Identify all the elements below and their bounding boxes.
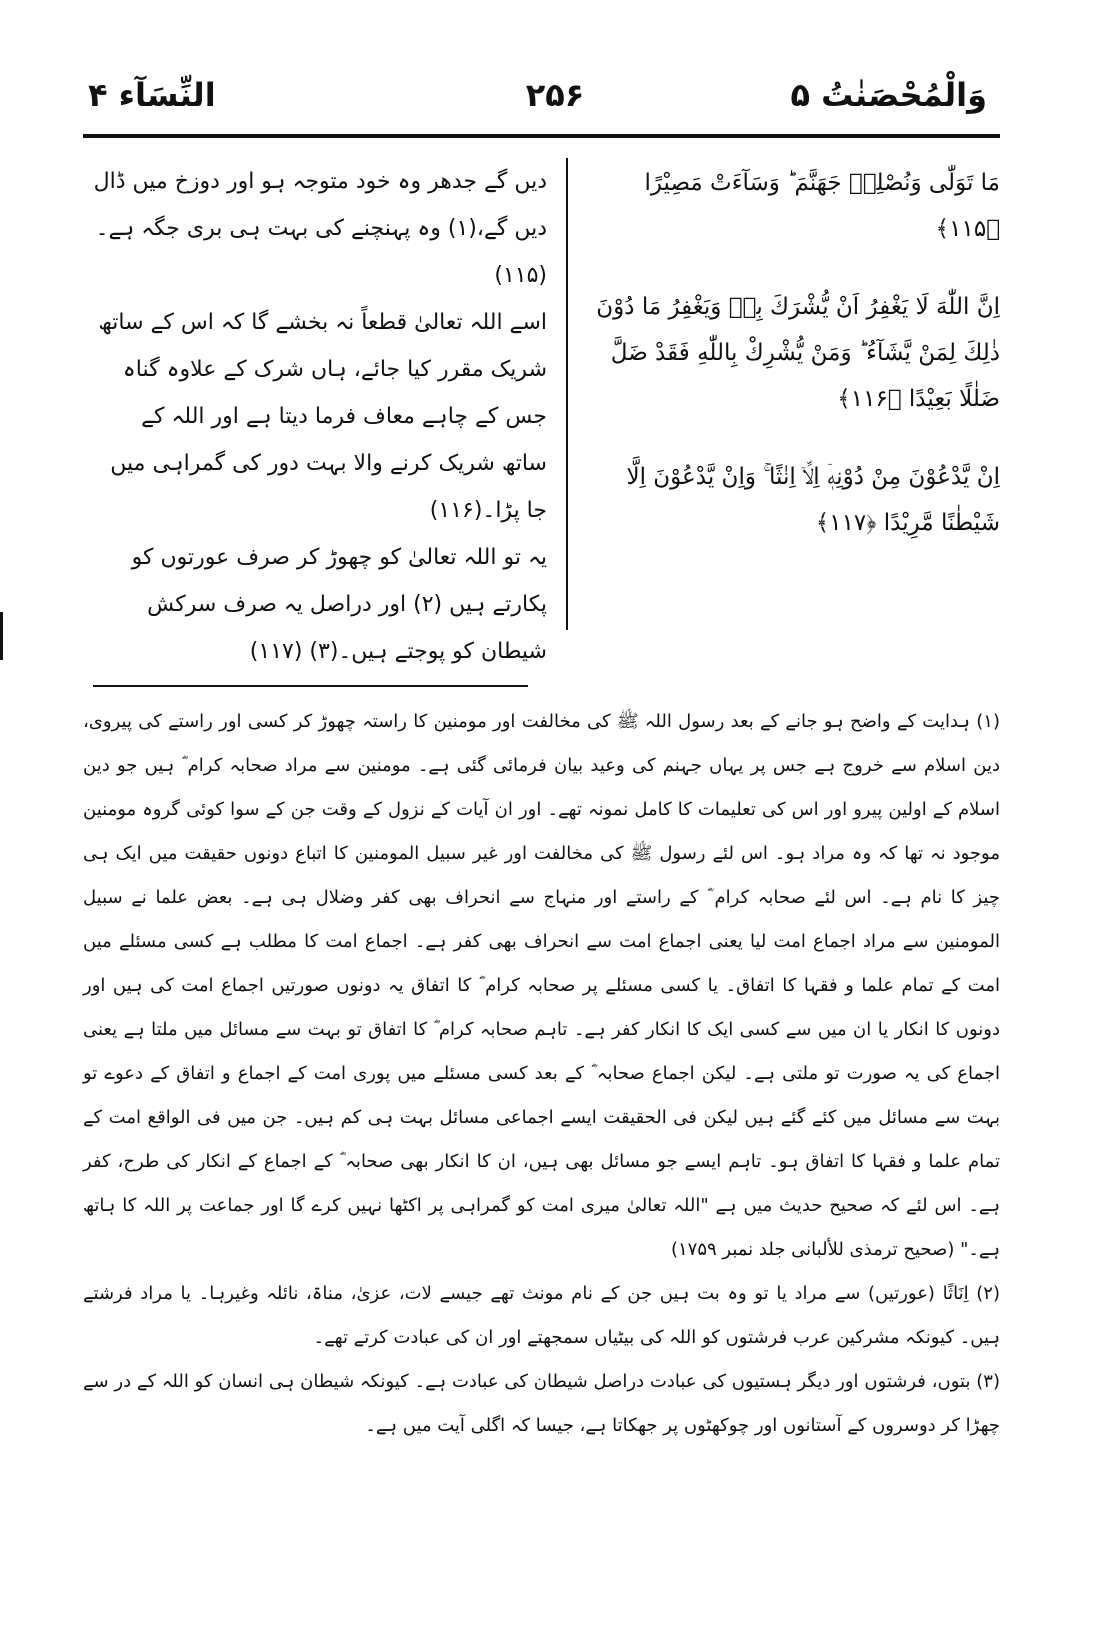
urdu-translation-column: [90, 158, 547, 675]
footnotes: [83, 700, 1000, 1448]
translation-116: اسے اللہ تعالیٰ قطعاً نہ بخشے گا کہ اس کے ساتھ شریک مقرر کیا جائے، ہاں شرک کے علاوہ گناہ جس کے چاہے معاف فرما دیتا ہے اور اللہ کے ساتھ شریک کرنے والا بہت دور کی گمراہی میں جا پڑا۔(۱۱۶): [98, 310, 547, 523]
surah-title: النِّسَآء ۴: [88, 76, 216, 114]
translation-115: دیں گے جدھر وہ خود متوجہ ہو اور دوزخ میں ڈال دیں گے،(۱) وہ پہنچنے کی بہت ہی بری جگہ ہے۔(۱۱۵): [93, 169, 547, 288]
ayah-117: اِنْ يَّدْعُوْنَ مِنْ دُوْنِهٖۤ اِلَّاۤ اِنٰثًا ۚ وَاِنْ يَّدْعُوْنَ اِلَّا شَيْطٰنًا مَّرِيْدًا ﴿۱۱۷﴾: [626, 464, 1000, 536]
ayah-115: مَا تَوَلّٰی وَنُصْلِهٖ جَهَنَّمَ ؕ وَسَآءَتْ مَصِيْرًا ﴿۱۱۵﴾: [644, 170, 1000, 242]
page-header: [0, 72, 1095, 128]
header-rule: [83, 134, 1000, 138]
juz-title: وَالْمُحْصَنٰتُ ۵: [790, 76, 987, 114]
footnote-rule: [93, 685, 528, 687]
page-number: ۲۵۶: [525, 76, 585, 114]
translation-117: یہ تو اللہ تعالیٰ کو چھوڑ کر صرف عورتوں کو پکارتے ہیں (۲) اور دراصل یہ صرف سرکش شیطان کو پوجتے ہیں۔(۳) (۱۱۷): [131, 545, 547, 664]
column-divider: [566, 158, 568, 630]
footnote-1: (۱) ہدایت کے واضح ہو جانے کے بعد رسول اللہ ﷺ کی مخالفت اور مومنین کا راستہ چھوڑ کر کسی اور راستے کی پیروی، دین اسلام سے خروج ہے جس پر یہاں جہنم کی وعید بیان فرمائی گئی ہے۔ مومنین سے مراد صحابہ کرام ؓ ہیں جو دین اسلام کے اولین پیرو اور اس کی تعلیمات کا کامل نمونہ تھے۔ اور ان آیات کے نزول کے وقت جن کے سوا کوئی گروہ مومنین موجود نہ تھا کہ وہ مراد ہو۔ اس لئے رسول ﷺ کی مخالفت اور غیر سبیل المومنین کا اتباع دونوں حقیقت میں ایک ہی چیز کا نام ہے۔ اس لئے صحابہ کرام ؓ کے راستے اور منہاج سے انحراف بھی کفر وضلال ہی ہے۔ بعض علما نے سبیل المومنین سے مراد اجماع امت لیا یعنی اجماع امت سے انحراف بھی کفر ہے۔ اجماع امت کا مطلب ہے کسی مسئلے میں امت کے تمام علما و فقہا کا اتفاق۔ یا کسی مسئلے پر صحابہ کرام ؓ کا اتفاق یہ دونوں صورتیں اجماع امت کی ہیں اور دونوں کا انکار یا ان میں سے کسی ایک کا انکار کفر ہے۔ تاہم صحابہ کرام ؓ کا اتفاق تو بہت سے مسائل میں ملتا ہے یعنی اجماع کی یہ صورت تو ملتی ہے۔ لیکن اجماع صحابہ ؓ کے بعد کسی مسئلے میں پوری امت کے اجماع و اتفاق کے دعوے تو بہت سے مسائل میں کئے گئے ہیں لیکن فی الحقیقت ایسے اجماعی مسائل بہت ہی کم ہیں۔ جن میں فی الواقع امت کے تمام علما و فقہا کا اتفاق ہو۔ تاہم ایسے جو مسائل بھی ہیں، ان کا انکار بھی صحابہ ؓ کے اجماع کے انکار کی طرح، کفر ہے۔ اس لئے کہ صحیح حدیث میں ہے "اللہ تعالیٰ میری امت کو گمراہی پر اکٹھا نہیں کرے گا اور جماعت پر اللہ کا ہاتھ ہے۔" (صحیح ترمذی للألبانی جلد نمبر ۱۷۵۹): [83, 711, 1000, 1260]
arabic-text-column: [587, 160, 1000, 546]
footnote-3: (۳) بتوں، فرشتوں اور دیگر ہستیوں کی عبادت دراصل شیطان کی عبادت ہے۔ کیونکہ شیطان ہی انسان کو اللہ کے در سے چھڑا کر دوسروں کے آستانوں اور چوکھٹوں پر جھکاتا ہے، جیسا کہ اگلی آیت میں ہے۔: [83, 1371, 1000, 1436]
ayah-116: اِنَّ اللّٰهَ لَا يَغْفِرُ اَنْ يُّشْرَكَ بِهٖ وَيَغْفِرُ مَا دُوْنَ ذٰلِكَ لِمَنْ يَّشَآءُ ؕ وَمَنْ يُّشْرِكْ بِاللّٰهِ فَقَدْ ضَلَّ ضَلٰلًا بَعِيْدًا ﴿۱۱۶﴾: [596, 294, 1000, 412]
footnote-2: (۲) اِنَاثًا (عورتیں) سے مراد یا تو وہ بت ہیں جن کے نام مونث تھے جیسے لات، عزیٰ، مناۃ، نائلہ وغیرہا۔ یا مراد فرشتے ہیں۔ کیونکہ مشرکین عرب فرشتوں کو اللہ کی بیٹیاں سمجھتے اور ان کی عبادت کرتے تھے۔: [83, 1283, 1000, 1348]
page-edge-mark: [0, 612, 3, 660]
